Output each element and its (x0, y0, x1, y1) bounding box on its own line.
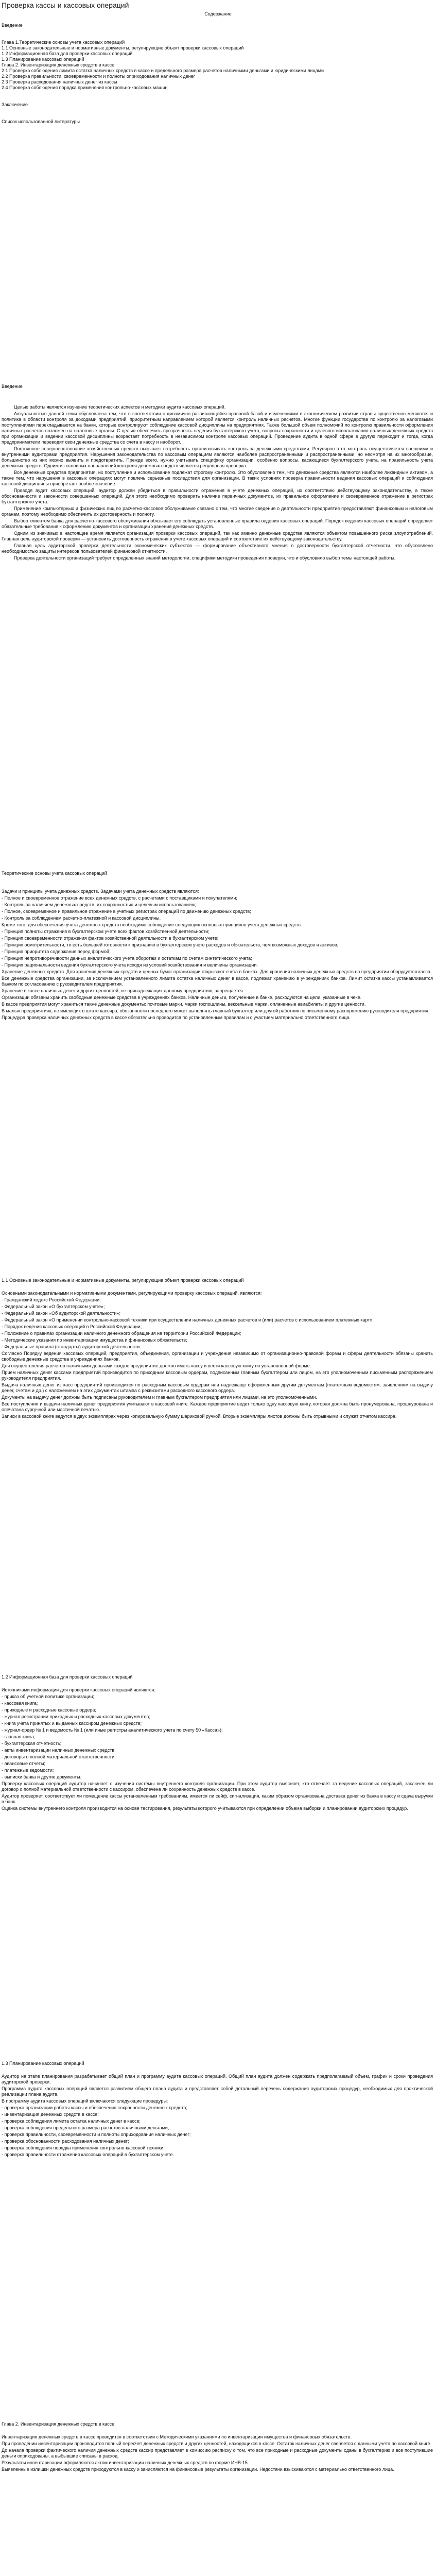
chapter2-paragraph: При проведении инвентаризации производится полный пересчет денежных средств и других ценностей, находящихся в кассе. Остаток наличных денег сверяется с данными учета по кассовой книге. (2, 2441, 432, 2446)
chapter1-3-paragraph: - проверка обоснованности расходования наличных денег; (2, 2139, 129, 2144)
chapter1-3-paragraph: - проверка правильности, своевременности и полноты оприходования наличных денег; (2, 2132, 191, 2137)
chapter1-1-paragraph: Согласно Порядку ведения кассовых операций, предприятия, объединения, организации и учреждения независимо от организационно-правовой формы и сферы деятельности обязаны хранить свободные денежные средства в учреждениях банков. (2, 1351, 433, 1362)
intro-paragraph: Проводя аудит кассовых операций, аудитор должен убедиться в правильности отражения в учете денежных операций, их соответствию действующему законодательству, а также обоснованности и законности совершенных операций. Для этого необходимо проверить наличие первичных документов, их правильное оформление и своевременное отражение в регистрах бухгалтерского учета. (2, 488, 433, 504)
chapter1-2-paragraph: Аудитор проверяет, соответствует ли помещение кассы установленным требованиям, имеется ли сейф, сигнализация, каким образом организована доставка денег из банка в кассу и сдача выручки в банк. (2, 1793, 433, 1804)
chapter1-2-paragraph: - акты инвентаризации наличных денежных средств; (2, 1748, 116, 1753)
chapter1-2-paragraph: - главная книга; (2, 1734, 36, 1739)
intro-heading: Введение (2, 384, 23, 389)
chapter1-1-paragraph: Записи в кассовой книге ведутся в двух экземплярах через копировальную бумагу шариковой ручкой. Вторые экземпляры листов должны быть отрывными и служат отчетом кассира. (2, 1414, 397, 1419)
chapter1-3-paragraph: - проверка соблюдения предельного размера расчетов наличными деньгами; (2, 2125, 169, 2130)
chapter1-2-paragraph: - приказ об учетной политике организации; (2, 1694, 94, 1699)
chapter1-3-paragraph: - проверка правильности отражения кассовых операций в бухгалтерском учете. (2, 2152, 175, 2157)
chapter1-paragraph: Все денежные средства организации, за исключением установленного лимита остатка наличных денег в кассе, подлежат хранению в учреждениях банков. Лимит остатка кассы устанавливается банком по согласованию с руководителем предприятия. (2, 976, 433, 987)
chapter1-2-paragraph: Оценка системы внутреннего контроля производится на основе тестирования, результаты которого учитываются при определении объема выборки и планировании аудиторских процедур. (2, 1806, 408, 1811)
intro-paragraph: Выбор клиентом банка для расчетно-кассового обслуживания обязывает его соблюдать установленные правила ведения кассовых операций. Порядок ведения кассовых операций определяет обязательные требования к оформлению документов и организации хранения денежных средств. (2, 518, 433, 529)
intro-paragraph: Все денежные средства предприятия, их поступление и использование подлежат строгому контролю. Это обусловлено тем, что денежные средства являются наиболее ликвидным активом, а также тем, что нарушения в кассовых операциях могут повлечь серьезные последствия для организации. В таких условиях проверка правильности ведения кассовых операций и соблюдения кассовой дисциплины приобретает особое значение. (2, 470, 433, 486)
chapter1-2-paragraph: - договоры о полной материальной ответственности; (2, 1754, 116, 1759)
chapter1-heading: Теоретические основы учета кассовых операций (2, 871, 107, 876)
chapter1-paragraph: - Принцип осмотрительности, то есть большей готовности к признанию в бухгалтерском учете расходов и обязательств, чем возможных доходов и активов; (2, 942, 339, 947)
chapter1-paragraph: - Принцип рациональности ведения бухгалтерского учета исходя из условий хозяйствования и величины организации. (2, 962, 258, 968)
chapter1-3-paragraph: Программа аудита кассовых операций является развитием общего плана аудита и представляет собой детальный перечень содержания аудиторских процедур, необходимых для практической реализации плана аудита. (2, 2086, 433, 2097)
chapter1-1-paragraph: - Федеральный закон «О применении контрольно-кассовой техники при осуществлении наличных денежных расчетов и (или) расчетов с использованием платежных карт»; (2, 1317, 374, 1323)
chapter1-1-paragraph: Выдача наличных денег из касс предприятий производится по расходным кассовым ордерам или надлежаще оформленным другим документам (платежным ведомостям, заявлениям на выдачу денег, счетам и др.) с наложением на этих документах штампа с реквизитами расходного кассового ордера. (2, 1382, 433, 1393)
chapter1-2-paragraph: Проверку кассовых операций аудитор начинает с изучения системы внутреннего контроля организации. При этом аудитор выясняет, кто отвечает за ведение кассовых операций, заключен ли договор о полной материальной ответственности с кассиром, обеспечена ли сохранность денежных средств в кассе. (2, 1781, 433, 1792)
chapter1-1-paragraph: Основными законодательными и нормативными документами, регулирующими проверку кассовых операций, являются: (2, 1291, 262, 1296)
chapter1-1-paragraph: - Федеральный закон «Об аудиторской деятельности»; (2, 1311, 121, 1316)
chapter1-paragraph: В кассе предприятия могут храниться также денежные документы: почтовые марки, марки госпошлины, вексельные марки, оплаченные авиабилеты и другие ценности. (2, 1002, 366, 1007)
chapter2-paragraph: Инвентаризация денежных средств в кассе проводится в соответствии с Методическими указаниями по инвентаризации имущества и финансовых обязательств. (2, 2434, 352, 2439)
toc-conclusion: Заключение (2, 102, 28, 107)
chapter2-heading: Глава 2. Инвентаризация денежных средств в кассе (2, 2421, 115, 2427)
chapter1-1-paragraph: Документы на выдачу денег должны быть подписаны руководителем и главным бухгалтером предприятия или лицами, на это уполномоченными. (2, 1395, 317, 1400)
chapter1-2-paragraph: - авансовые отчеты; (2, 1761, 45, 1766)
chapter1-paragraph: - Полное и своевременное отражение всех денежных средств, с расчетами с поставщиками и покупателями; (2, 895, 237, 901)
chapter1-paragraph: - Принцип приоритета содержания перед формой; (2, 949, 111, 954)
toc-item: 1.2 Информационная база для проверки кассовых операций (2, 51, 133, 56)
chapter1-paragraph: - Контроль за соблюдением расчетно-платежной и кассовой дисциплины. (2, 916, 161, 921)
intro-paragraph: Целью работы является изучение теоретических аспектов и методики аудита кассовых операций. (14, 404, 226, 410)
chapter1-2-paragraph: Источниками информации для проверки кассовых операций являются: (2, 1687, 155, 1692)
chapter1-section (2, 889, 433, 1022)
chapter1-3-paragraph: - проверка организации работы кассы и обеспечения сохранности денежных средств; (2, 2105, 187, 2110)
toc-item: 2.1 Проверка соблюдения лимита остатка наличных средств в кассе и предельного размера расчетов наличными деньгами и юридическими лицами (2, 68, 324, 73)
chapter1-1-paragraph: Прием наличных денег кассами предприятий производится по приходным кассовым ордерам, подписанным главным бухгалтером или лицом, на это уполномоченным письменным распоряжением руководителя предприятия. (2, 1370, 433, 1381)
chapter1-paragraph: Хранение в кассе наличных денег и других ценностей, не принадлежащих данному предприятию, запрещается. (2, 988, 245, 993)
toc-item: 2.3 Проверка расходования наличных денег из кассы (2, 79, 117, 84)
chapter1-1-paragraph: - Положение о правилах организации наличного денежного обращения на территории Российской Федерации; (2, 1331, 241, 1336)
chapter1-3-section (2, 2074, 433, 2159)
chapter1-1-paragraph: - Гражданский кодекс Российской Федерации; (2, 1297, 101, 1302)
chapter1-2-section (2, 1687, 433, 1812)
chapter1-1-paragraph: Для осуществления расчетов наличными деньгами каждое предприятие должно иметь кассу и вести кассовую книгу по установленной форме. (2, 1363, 311, 1368)
chapter1-2-paragraph: - бухгалтерская отчетность; (2, 1741, 62, 1746)
chapter1-3-paragraph: - проверка соблюдения лимита остатка наличных денег в кассе; (2, 2119, 141, 2124)
chapter1-paragraph: Задачи и принципы учета денежных средств. Задачами учета денежных средств являются: (2, 889, 199, 894)
toc-heading: Содержание (204, 11, 232, 16)
chapter1-1-paragraph: - Федеральные правила (стандарты) аудиторской деятельности. (2, 1344, 141, 1349)
chapter1-2-paragraph: - платежные ведомости; (2, 1768, 54, 1773)
chapter1-2-paragraph: - книга учета принятых и выданных кассиром денежных средств; (2, 1721, 142, 1726)
toc-item: 1.3 Планирование кассовых операций (2, 57, 84, 62)
chapter1-1-paragraph: - Федеральный закон «О бухгалтерском учете»; (2, 1304, 105, 1309)
chapter1-paragraph: Организации обязаны хранить свободные денежные средства в учреждениях банков. Наличные деньги, полученные в банке, расходуются на цели, указанные в чеке. (2, 995, 362, 1000)
chapter1-2-heading: 1.2 Информационная база для проверки кассовых операций (2, 1674, 133, 1680)
chapter1-paragraph: Хранение денежных средств. Для хранения денежных средств и ценных бумаг организации открывают счета в банках. Для хранения наличных денежных средств на предприятии оборудуется касса. (2, 969, 432, 974)
toc-item: 1.1 Основные законодательные и нормативные документы, регулирующие объект проверки кассовых операций (2, 45, 244, 50)
toc-sources: Список использованной литературы (2, 119, 80, 124)
intro-paragraph: Главная цель аудиторской проверки деятельности экономических субъектов — формирование объективного мнения о достоверности бухгалтерской отчетности, что обусловлено необходимостью защиты интересов пользователей финансовой отчетности. (2, 543, 433, 554)
chapter1-3-paragraph: - проверка соблюдения порядка применения контрольно-кассовой техники; (2, 2145, 165, 2150)
chapter2-section (2, 2434, 433, 2473)
toc-item: 2.2 Проверка правильности, своевременности и полноты оприходования наличных денег (2, 74, 196, 79)
chapter1-2-paragraph: - журнал регистрации приходных и расходных кассовых документов; (2, 1714, 150, 1719)
chapter1-paragraph: Процедура проверки наличных денежных средств в кассе обязательно проводится по установленным правилам и с участием материально ответственного лица. (2, 1015, 351, 1020)
chapter1-1-section (2, 1291, 433, 1420)
chapter1-2-paragraph: - выписки банка и другие документы. (2, 1774, 82, 1780)
intro-paragraph: Применение компьютерных и физических лиц по расчетно-кассовое обслуживание связано с тем, что многие сведения о деятельности предприятия предоставляют финансовым и налоговым органам, поэтому необходимо обеспечить их достоверность и полноту. (2, 506, 433, 517)
chapter1-paragraph: - Контроль за наличием денежных средств, их сохранностью и целевым использованием; (2, 902, 196, 907)
intro-paragraph: Одним из значимых в настоящее время является организация проверки кассовых операций, так как именно денежные средства являются объектом повышенного риска злоупотреблений. Главная цель аудиторской проверки — установить достоверность отражения в учете кассовых операций и соответствие их действующему законодательству. (2, 531, 433, 541)
table-of-contents (2, 23, 433, 125)
chapter1-paragraph: - Принцип полноты отражения в бухгалтерском учете всех фактов хозяйственной деятельности; (2, 929, 210, 934)
chapter1-1-paragraph: Все поступления и выдачи наличных денег предприятия учитывают в кассовой книге. Каждое предприятие ведет только одну кассовую книгу, которая должна быть пронумерована, прошнурована и опечатана сургучной или мастичной печатью. (2, 1401, 433, 1412)
chapter1-2-paragraph: - приходные и расходные кассовые ордера; (2, 1707, 96, 1713)
intro-paragraph: Проверка деятельности организаций требует определенных знаний методологии, специфики методики проведения проверки, что и обусловило выбор темы настоящей работы. (14, 555, 396, 561)
chapter2-paragraph: До начала проверки фактического наличия денежных средств кассир представляет в комиссию расписку о том, что все приходные и расходные документы сданы в бухгалтерию и все поступившие деньги оприходованы, а выбывшие списаны в расход. (2, 2448, 433, 2459)
chapter1-paragraph: Кроме того, для обеспечения учета денежных средств необходимо соблюдение следующих основных принципов учета денежных средств: (2, 922, 302, 927)
document-title: Проверка кассы и кассовых операций (2, 1, 129, 9)
intro-paragraph: Актуальностью данной темы обусловлена тем, что в соответствии с динамично развивающейся правовой базой и изменениями в экономическом развитии страны существенно меняются и политика в области контроля за доходами предприятий, приоритетным направлением которой является контроль наличных расчетов. Многие функции государства по контролю за налоговыми поступлениями перекладываются на банки, которые контролируют соблюдение кассовой дисциплины на предприятиях. Также большой объем полномочий по контролю правильности оформления наличных расчетов возложен на налоговые органы. С целью обеспечить прозрачность ведения бухгалтерского учета, вопросы сохранности и целевого использования наличных денежных средств при организации и ведении кассовой дисциплины возрастает потребность в независимом контроле кассовых операций. Проведение аудита в одной сфере в другую переходит и тогда, когда предприниматели переводят свои денежные средства со счета в кассу и наоборот. (2, 411, 433, 445)
chapter1-1-paragraph: - Методические указания по инвентаризации имущества и финансовых обязательств; (2, 1337, 187, 1343)
chapter2-paragraph: Выявленные излишки денежных средств приходуются в кассу и зачисляются на финансовые результаты организации. Недостачи взыскиваются с материально ответственного лица. (2, 2467, 394, 2472)
chapter1-paragraph: - Принцип непротиворечивости данных аналитического учета оборотам и остаткам по счетам синтетического учета; (2, 956, 252, 961)
chapter1-paragraph: - Принцип своевременности отражения фактов хозяйственной деятельности в бухгалтерском учете; (2, 936, 219, 941)
chapter1-1-heading: 1.1 Основные законодательные и нормативные документы, регулирующие объект проверки кассовых операций (2, 1278, 244, 1283)
intro-paragraph: Постоянное совершенствование хозяйственных средств вызывает потребность организовывать контроль за денежными средствами. Регулярно этот контроль осуществляется внешними и внутренними аудиторами предприятия. Нарушения законодательства по кассовым операциям являются наиболее распространенными и распространенными, но несмотря на их многообразие, большинство из них можно выявить и предотвратить. Прежде всего, нужно учитывать специфику организации, особенно вопросы, касающиеся бухгалтерского учета, на правильность учета денежных средств. Одним из основных направлений контроля денежных средств является регулярная проверка. (2, 446, 433, 468)
toc-item: 2.4 Проверка соблюдения порядка применения контрольно-кассовых машин (2, 85, 168, 90)
chapter1-3-paragraph: В программу аудита кассовых операций включаются следующие процедуры: (2, 2098, 168, 2104)
chapter1-paragraph: - Полное, своевременное и правильное отражение в учетных регистрах операций по движению денежных средств; (2, 909, 251, 914)
chapter1-2-paragraph: - кассовая книга; (2, 1701, 38, 1706)
chapter1-3-paragraph: Аудитор на этапе планирования разрабатывает общий план и программу аудита кассовых операций. Общий план аудита должен содержать предполагаемый объем, график и сроки проведения аудиторской проверки. (2, 2074, 433, 2084)
chapter1-3-heading: 1.3 Планирование кассовых операций (2, 2061, 84, 2066)
chapter1-paragraph: В малых предприятиях, не имеющих в штате кассира, обязанности последнего может выполнять главный бухгалтер или другой работник по письменному распоряжению руководителя предприятия. (2, 1008, 430, 1013)
chapter1-2-paragraph: - журнал-ордер № 1 и ведомость № 1 (или иные регистры аналитического учета по счету 50 «Касса»); (2, 1727, 223, 1733)
toc-item: Глава 2. Инвентаризация денежных средств в кассе (2, 62, 115, 67)
toc-intro: Введение (2, 23, 23, 28)
toc-item: Глава 1.Теоретические основы учета кассовых операций (2, 40, 125, 45)
intro-section (2, 404, 433, 562)
chapter1-1-paragraph: - Порядок ведения кассовых операций в Российской Федерации; (2, 1324, 142, 1329)
chapter2-paragraph: Результаты инвентаризации оформляются актом инвентаризации наличных денежных средств по форме ИНВ-15. (2, 2460, 249, 2465)
chapter1-3-paragraph: - инвентаризация денежных средств в кассе; (2, 2112, 99, 2117)
